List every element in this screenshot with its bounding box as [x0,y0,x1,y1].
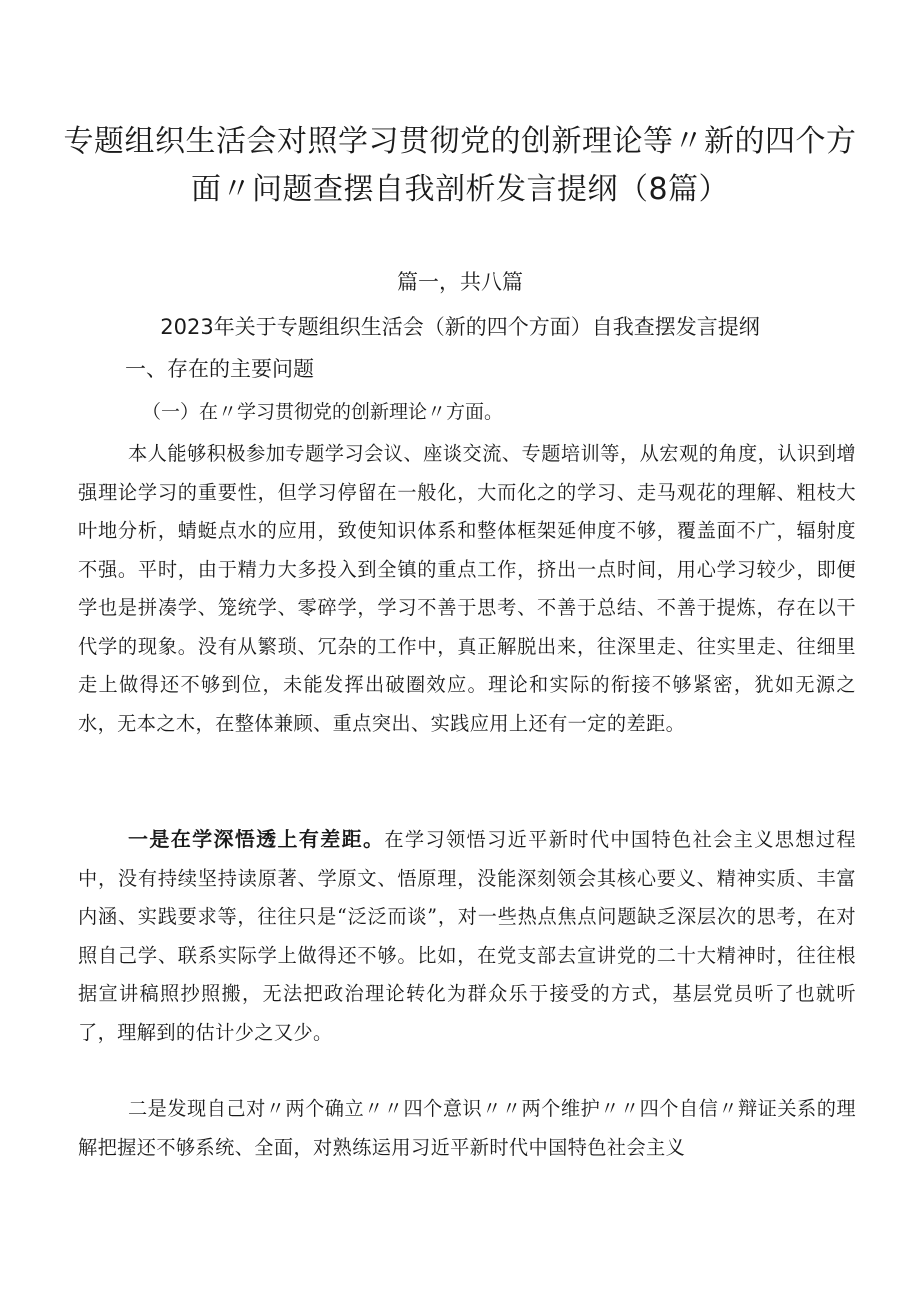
document-subtitle: 2023年关于专题组织生活会（新的四个方面）自我查摆发言提纲 [160,315,760,339]
paragraph-lead-bold: 一是在学深悟透上有差距。 [128,827,385,851]
section-label: 篇一，共八篇 [397,270,523,294]
body-paragraph-1: 本人能够积极参加专题学习会议、座谈交流、专题培训等，从宏观的角度，认识到增强理论学习的重要性，但学习停留在一般化，大而化之的学习、走马观花的理解、粗枝大叶地分析，蜻蜓点水的应用，致使知识体系和整体框架延伸度不够，覆盖面不广，辐射度不强。平时，由于精力大多投入到全镇的重点工作，挤出一点时间，用心学习较少，即便学也是拼凑学、笼统学、零碎学，学习不善于思考、不善于总结、不善于提炼，存在以干代学的现象。没有从繁琐、冗杂的工作中，真正解脱出来，往深里走、往实里走、往细里走上做得还不够到位，未能发挥出破圈效应。理论和实际的衔接不够紧密，犹如无源之水，无本之木，在整体兼顾、重点突出、实践应用上还有一定的差距。 [78,442,856,735]
paragraph-2-text: 在学习领悟习近平新时代中国特色社会主义思想过程中，没有持续坚持读原著、学原文、悟原理，没能深刻领会其核心要义、精神实质、丰富内涵、实践要求等，往往只是“泛泛而谈”，对一些热点焦点问题缺乏深层次的思考，在对照自己学、联系实际学上做得还不够。比如，在党支部去宣讲党的二十大精神时，往往根据宣讲稿照抄照搬，无法把政治理论转化为群众乐于接受的方式，基层党员听了也就听了，理解到的估计少之又少。 [78,828,856,1044]
part-heading: 一、存在的主要问题 [125,357,314,381]
body-paragraph-3: 二是发现自己对〃两个确立〃〃四个意识〃〃两个维护〃〃四个自信〃辩证关系的理解把握还不够系统、全面，对熟练运用习近平新时代中国特色社会主义 [78,1097,856,1159]
point-heading: （一）在〃学习贯彻党的创新理论〃方面。 [142,401,504,423]
body-paragraph-2 [78,820,856,1052]
document-title: 专题组织生活会对照学习贯彻党的创新理论等〃新的四个方面〃问题查摆自我剖析发言提纲（8篇） [63,124,857,207]
